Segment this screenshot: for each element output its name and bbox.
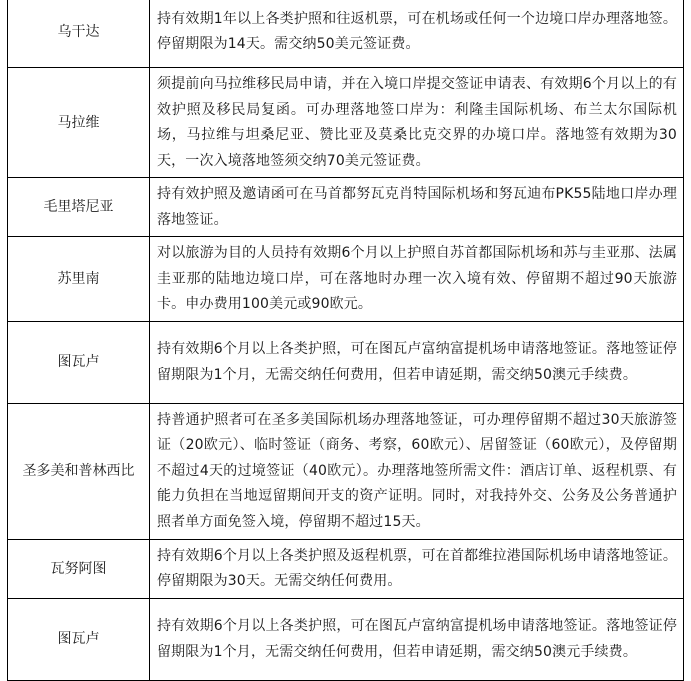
table-row [8, 539, 684, 598]
table-row [8, 237, 684, 322]
table-row [8, 403, 684, 539]
country-cell: 马拉维 [8, 68, 150, 178]
policy-cell: 持有效期6个月以上各类护照，可在图瓦卢富纳富提机场申请落地签证。落地签证停留期限为1个月，无需交纳任何费用，但若申请延期，需交纳50澳元手续费。 [150, 598, 684, 680]
policy-cell: 持有效护照及邀请函可在马首都努瓦克肖特国际机场和努瓦迪布PK55陆地口岸办理落地签证。 [150, 178, 684, 237]
country-cell: 苏里南 [8, 237, 150, 322]
country-cell: 图瓦卢 [8, 598, 150, 680]
country-cell: 圣多美和普林西比 [8, 403, 150, 539]
table-row [8, 321, 684, 403]
country-cell: 图瓦卢 [8, 321, 150, 403]
policy-cell: 持普通护照者可在圣多美国际机场办理落地签证，可办理停留期不超过30天旅游签证（20欧元）、临时签证（商务、考察，60欧元）、居留签证（60欧元），及停留期不超过4天的过境签证（40欧元）。办理落地签所需文件：酒店订单、返程机票、有能力负担在当地逗留期间开支的资产证明。同时，对我持外交、公务及公务普通护照者单方面免签入境，停留期不超过15天。 [150, 403, 684, 539]
policy-cell: 对以旅游为目的人员持有效期6个月以上护照自苏首都国际机场和苏与圭亚那、法属圭亚那的陆地边境口岸，可在落地时办理一次入境有效、停留期不超过90天旅游卡。申办费用100美元或90欧元。 [150, 237, 684, 322]
table-row [8, 178, 684, 237]
country-cell: 瓦努阿图 [8, 539, 150, 598]
visa-table-container [7, 0, 684, 681]
landing-visa-table [7, 0, 684, 681]
policy-cell: 须提前向马拉维移民局申请，并在入境口岸提交签证申请表、有效期6个月以上的有效护照及移民局复函。可办理落地签口岸为：利隆圭国际机场、布兰太尔国际机场，马拉维与坦桑尼亚、赞比亚及莫桑比克交界的办境口岸。落地签有效期为30天，一次入境落地签须交纳70美元签证费。 [150, 68, 684, 178]
table-row [8, 0, 684, 68]
table-row [8, 68, 684, 178]
policy-cell: 持有效期6个月以上各类护照，可在图瓦卢富纳富提机场申请落地签证。落地签证停留期限为1个月，无需交纳任何费用，但若申请延期，需交纳50澳元手续费。 [150, 321, 684, 403]
policy-cell: 持有效期1年以上各类护照和往返机票，可在机场或任何一个边境口岸办理落地签。停留期限为14天。需交纳50美元签证费。 [150, 0, 684, 68]
country-cell: 乌干达 [8, 0, 150, 68]
table-row [8, 598, 684, 680]
country-cell: 毛里塔尼亚 [8, 178, 150, 237]
policy-cell: 持有效期6个月以上各类护照及返程机票，可在首都维拉港国际机场申请落地签证。停留期限为30天。无需交纳任何费用。 [150, 539, 684, 598]
